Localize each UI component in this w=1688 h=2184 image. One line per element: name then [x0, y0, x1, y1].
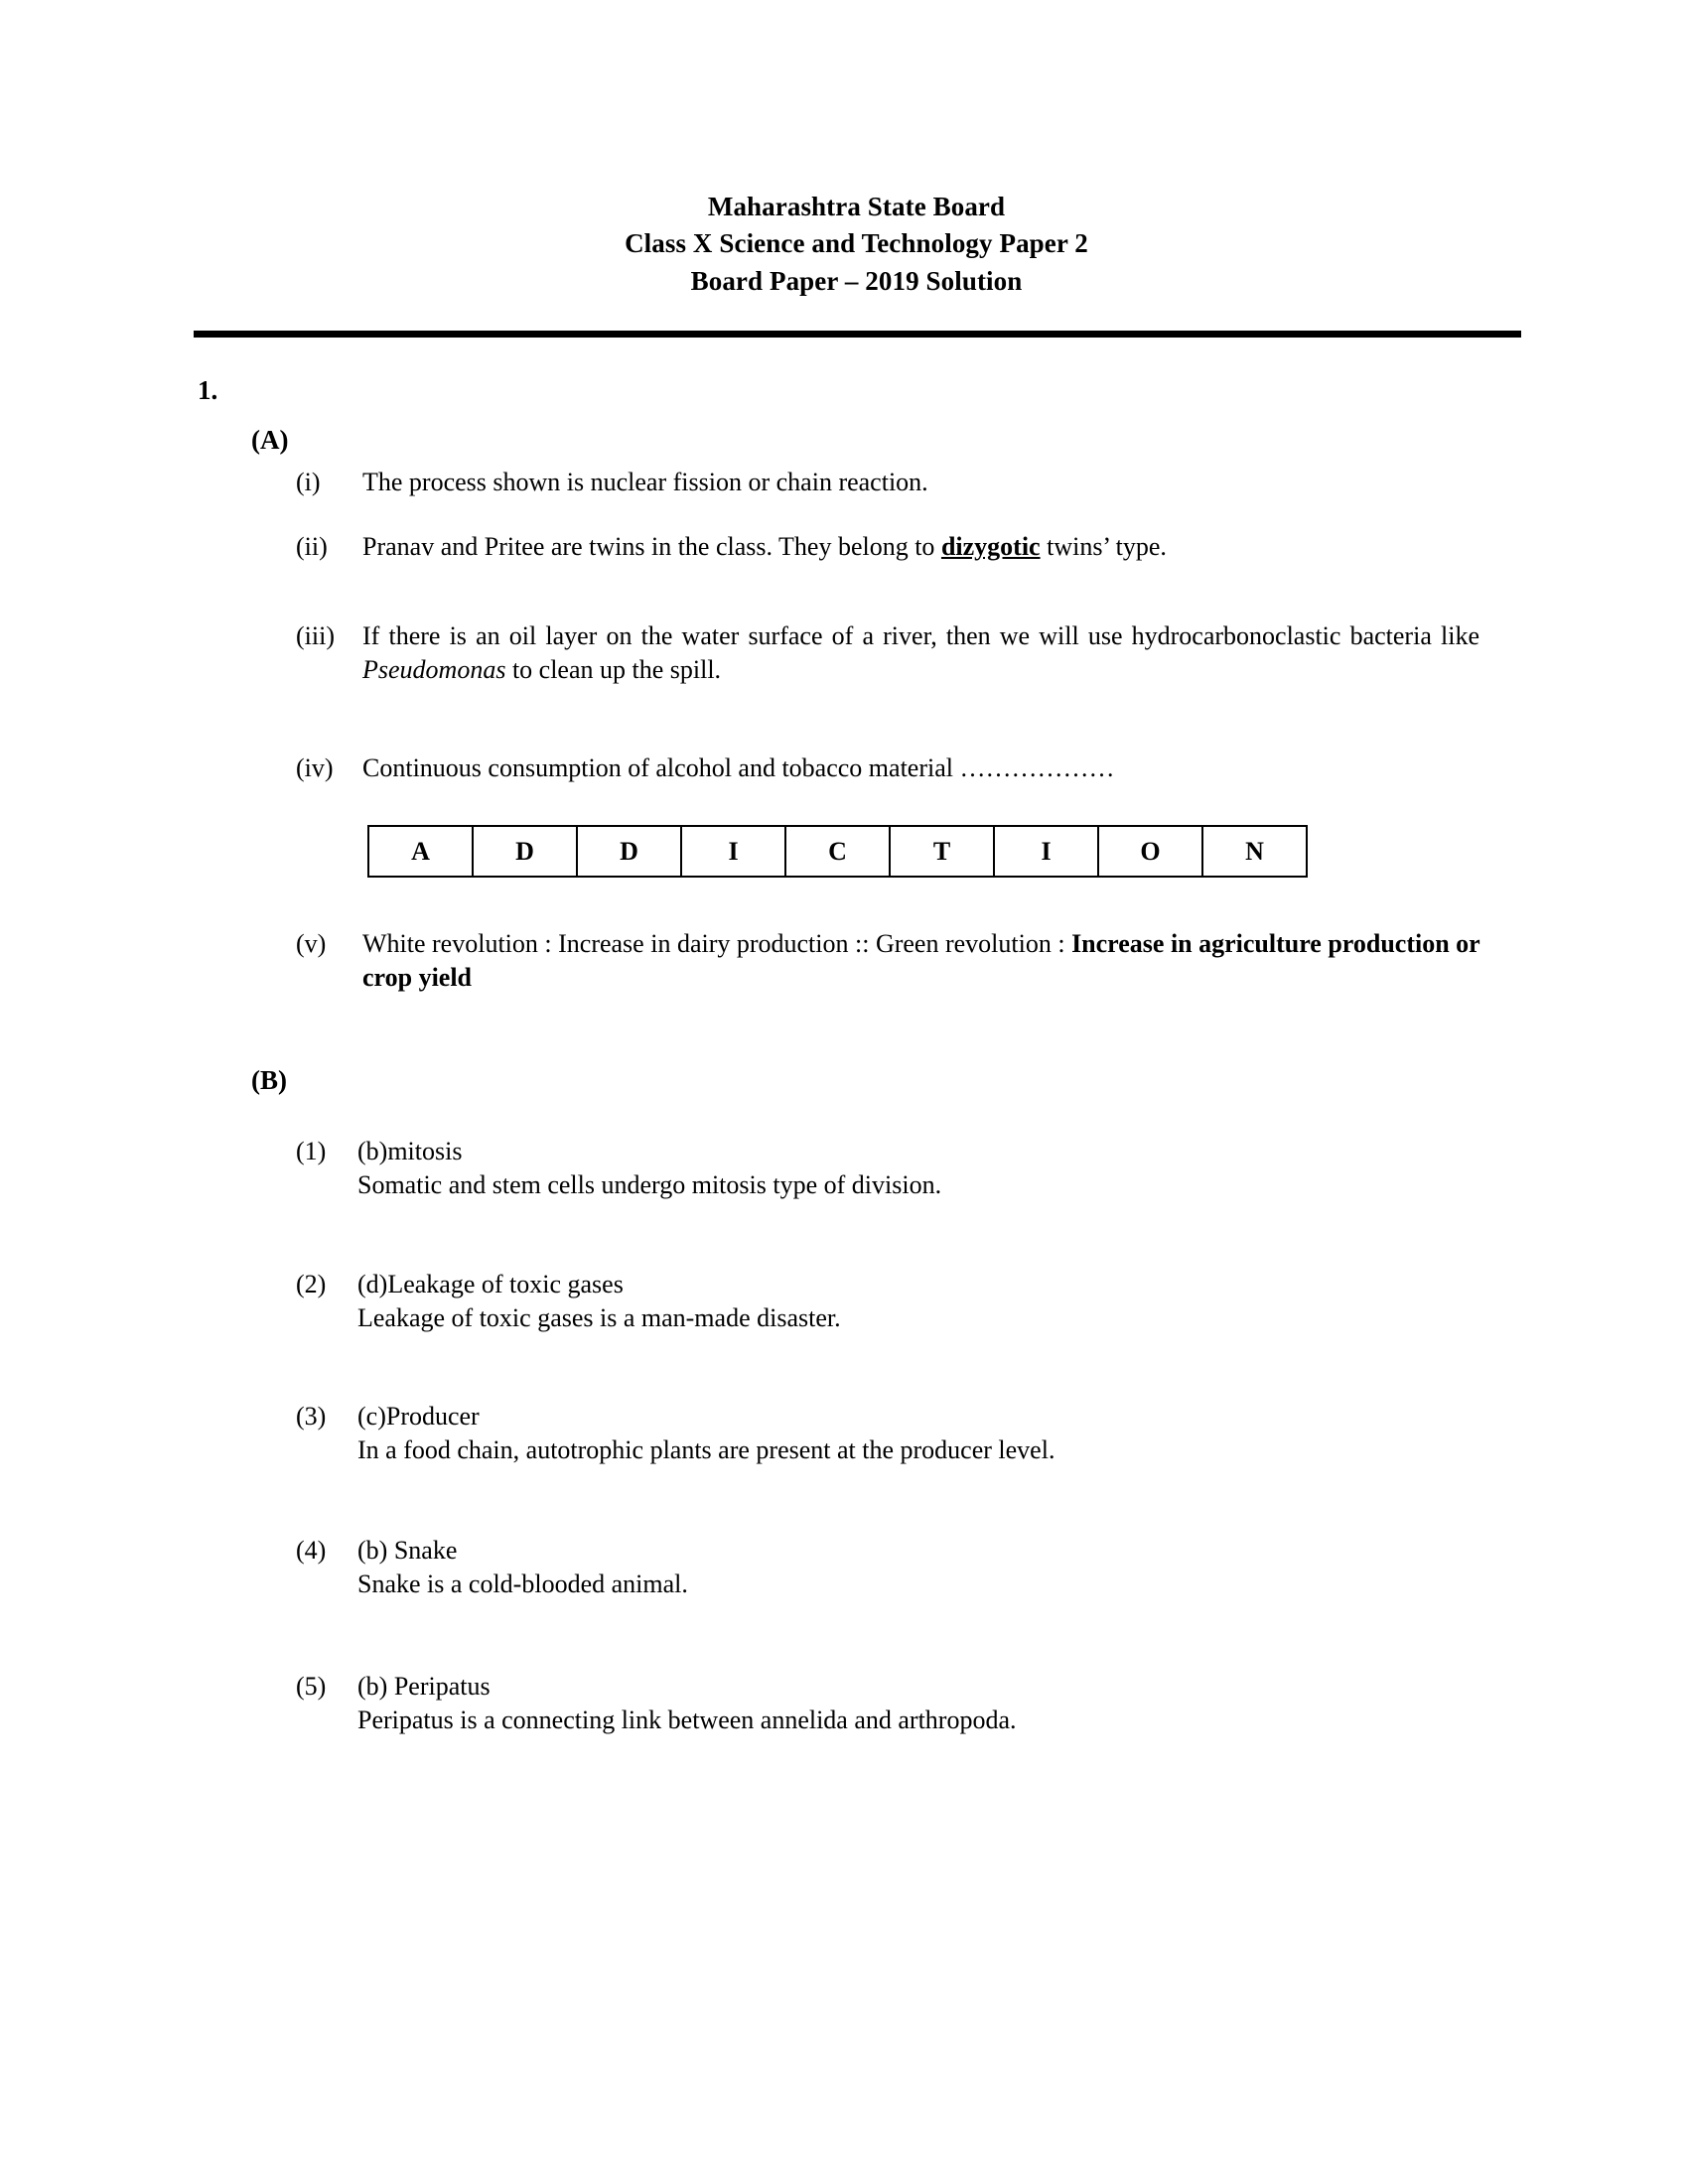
section-label-a: (A): [251, 425, 289, 455]
list-item: [296, 927, 1482, 996]
document-header: [194, 189, 1519, 300]
list-item: [296, 1400, 1487, 1468]
item-text-before: White revolution : Increase in dairy production :: Green revolution :: [362, 929, 1072, 958]
letter-cell: N: [1202, 826, 1307, 877]
letter-cell: I: [681, 826, 785, 877]
letter-cell: C: [785, 826, 890, 877]
question-number: 1.: [198, 375, 218, 405]
item-text: [357, 1400, 1055, 1468]
list-item: [296, 1534, 1487, 1602]
letter-cell: D: [473, 826, 577, 877]
item-answer: (b) Peripatus: [357, 1672, 491, 1701]
item-explanation: Snake is a cold-blooded animal.: [357, 1570, 688, 1599]
item-marker: (iv): [296, 753, 334, 782]
item-text-after: twins’ type.: [1040, 532, 1167, 561]
list-item: [296, 530, 1487, 564]
item-text: [357, 1534, 688, 1602]
item-text-before: Pranav and Pritee are twins in the class. They belong to: [362, 532, 941, 561]
item-answer: (b)mitosis: [357, 1137, 463, 1165]
item-text: [357, 1670, 1017, 1738]
item-marker: (ii): [296, 532, 328, 561]
list-item: [296, 751, 1487, 785]
item-marker: (v): [296, 929, 327, 958]
item-answer: (d)Leakage of toxic gases: [357, 1270, 624, 1298]
section-label-b: (B): [251, 1065, 287, 1095]
list-item: [296, 1135, 1487, 1203]
item-explanation: Somatic and stem cells undergo mitosis type of division.: [357, 1170, 942, 1200]
letter-cell: A: [368, 826, 473, 877]
header-line-board: Maharashtra State Board: [707, 192, 1006, 221]
item-answer: (b) Snake: [357, 1536, 458, 1565]
item-text-before: If there is an oil layer on the water surface of a river, then we will use hydrocarbonoclastic bacteria like: [362, 621, 1479, 650]
item-text: Continuous consumption of alcohol and tobacco material ………………: [362, 753, 1115, 782]
item-marker: (2): [296, 1270, 327, 1298]
letter-cell: O: [1098, 826, 1202, 877]
list-item: [296, 1670, 1487, 1738]
item-marker: (5): [296, 1672, 327, 1701]
item-answer: (c)Producer: [357, 1402, 480, 1431]
letter-cell: T: [890, 826, 994, 877]
item-text: [362, 619, 1479, 688]
table-row: [368, 826, 1307, 877]
item-text: The process shown is nuclear fission or chain reaction.: [362, 468, 928, 496]
header-divider-rule: [194, 331, 1521, 338]
answer-letter-table: [367, 825, 1308, 878]
letter-cell: D: [577, 826, 681, 877]
letter-cell: I: [994, 826, 1098, 877]
item-marker: (i): [296, 468, 321, 496]
item-text-after: to clean up the spill.: [505, 655, 722, 685]
item-explanation: In a food chain, autotrophic plants are present at the producer level.: [357, 1435, 1055, 1465]
item-marker: (iii): [296, 621, 335, 650]
list-item: [296, 1268, 1487, 1336]
item-text-emphasis: dizygotic: [940, 532, 1041, 561]
item-text: [362, 530, 1167, 564]
item-text-bold-answer: Increase in agriculture production or crop yield: [362, 929, 1480, 993]
header-line-subject: Class X Science and Technology Paper 2: [625, 228, 1088, 259]
item-marker: (4): [296, 1536, 327, 1565]
list-item: [296, 466, 1487, 499]
item-explanation: Peripatus is a connecting link between annelida and arthropoda.: [357, 1706, 1017, 1735]
item-text: [357, 1135, 941, 1203]
item-marker: (1): [296, 1137, 327, 1165]
header-line-paper: Board Paper – 2019 Solution: [690, 265, 1023, 296]
item-marker: (3): [296, 1402, 327, 1431]
item-explanation: Leakage of toxic gases is a man-made disaster.: [357, 1303, 841, 1333]
item-text-italic: Pseudomonas: [362, 655, 506, 685]
list-item: [296, 619, 1479, 688]
item-text: [362, 927, 1482, 996]
item-text: [357, 1268, 841, 1336]
